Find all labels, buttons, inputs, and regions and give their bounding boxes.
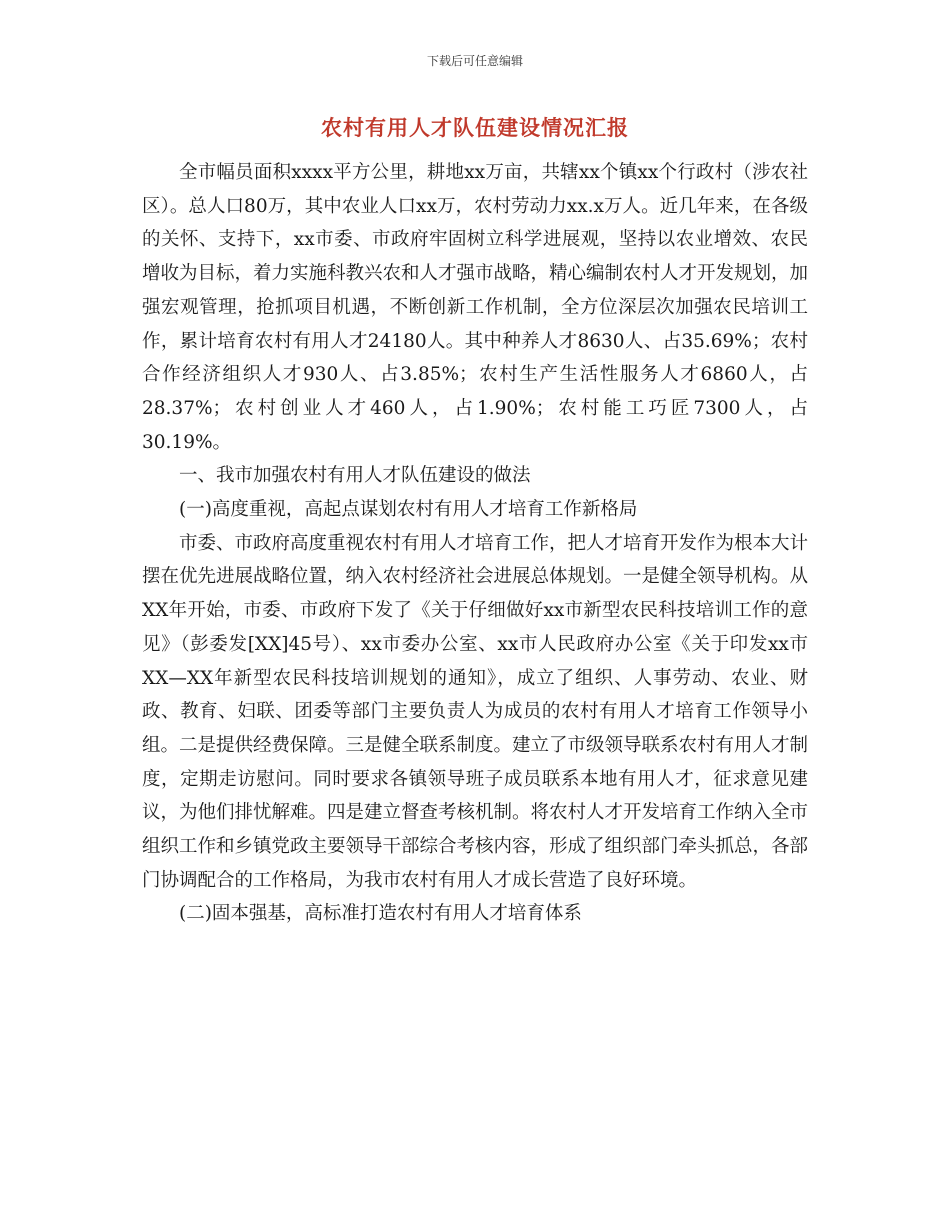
paragraph-leadership: 市委、市政府高度重视农村有用人才培育工作，把人才培育开发作为根本大计摆在优先进展战略位置，纳入农村经济社会进展总体规划。一是健全领导机构。从XX年开始，市委、市政府下发了《关于仔细做好xx市新型农民科技培训工作的意见》（彭委发[XX]45号）、xx市委办公室、xx市人民政府办公室《关于印发xx市XX—XX年新型农民科技培训规划的通知》，成立了组织、人事劳动、农业、财政、教育、妇联、团委等部门主要负责人为成员的农村有用人才培育工作领导小组。二是提供经费保障。三是健全联系制度。建立了市级领导联系农村有用人才制度，定期走访慰问。同时要求各镇领导班子成员联系本地有用人才，征求意见建议，为他们排忧解难。四是建立督查考核机制。将农村人才开发培育工作纳入全市组织工作和乡镇党政主要领导干部综合考核内容，形成了组织部门牵头抓总，各部门协调配合的工作格局，为我市农村有用人才成长营造了良好环境。 (142, 532, 809, 891)
page-header-note: 下载后可任意编辑 (426, 54, 523, 68)
document-title: 农村有用人才队伍建设情况汇报 (321, 116, 629, 140)
subsection-heading-1: (一)高度重视，高起点谋划农村有用人才培育工作新格局 (179, 499, 638, 521)
subsection-heading-2: (二)固本强基，高标准打造农村有用人才培育体系 (179, 903, 582, 925)
document-body (142, 156, 808, 931)
paragraph-overview: 全市幅员面积xxxx平方公里，耕地xx万亩，共辖xx个镇xx个行政村（涉农社区）。总人口80万，其中农业人口xx万，农村劳动力xx.x万人。近几年来，在各级的关怀、支持下，xx市委、市政府牢固树立科学进展观，坚持以农业增效、农民增收为目标，着力实施科教兴农和人才强市战略，精心编制农村人才开发规划，加强宏观管理，抢抓项目机遇，不断创新工作机制，全方位深层次加强农民培训工作，累计培育农村有用人才24180人。其中种养人才8630人、占35.69%；农村合作经济组织人才930人、占3.85%；农村生产生活性服务人才6860人，占28.37%；农村创业人才460人，占1.90%；农村能工巧匠7300人，占30.19%。 (142, 162, 809, 453)
section-heading-1: 一、我市加强农村有用人才队伍建设的做法 (179, 465, 531, 487)
